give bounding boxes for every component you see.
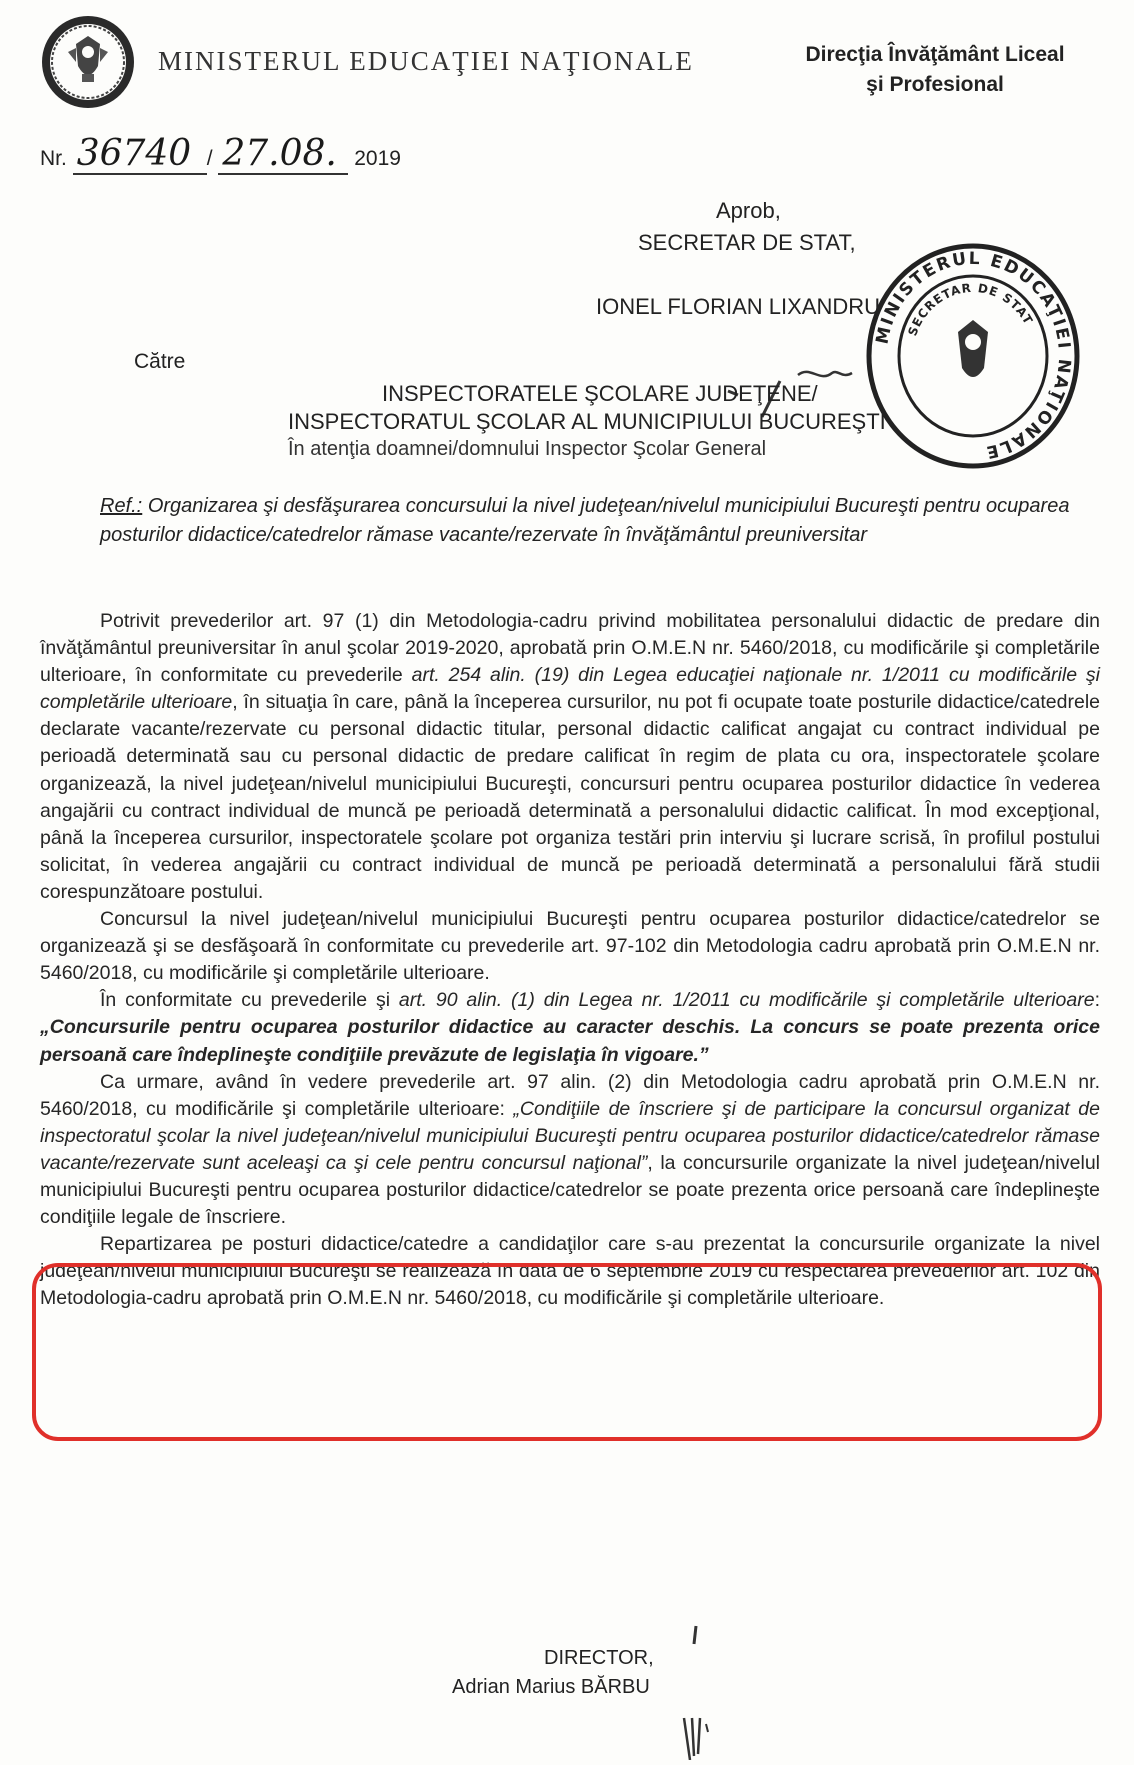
registration-number-value: 36740 bbox=[73, 135, 207, 175]
registration-prefix: Nr. bbox=[40, 147, 67, 170]
paragraph-3-law-reference: art. 90 alin. (1) din Legea nr. 1/2011 cu modificările şi completările ulterioare bbox=[398, 989, 1095, 1012]
letter-body bbox=[40, 608, 1100, 1312]
department-line-2: şi Profesional bbox=[866, 73, 1004, 96]
paragraph-3-text-a: În conformitate cu prevederile şi bbox=[100, 989, 399, 1012]
official-round-stamp-icon bbox=[866, 240, 1080, 472]
registration-separator: / bbox=[206, 147, 213, 170]
recipient-label: Către bbox=[134, 350, 186, 373]
department-line-1: Direcţia Învăţământ Liceal bbox=[805, 43, 1065, 66]
paragraph-4 bbox=[40, 1069, 1100, 1232]
paragraph-4-text-a: Ca urmare, având în vedere prevederile art. 97 alin. (2) din Metodologia cadru aprobată prin O.M.E.N nr. 5460/2018, cu modificările şi completările ulterioare: bbox=[40, 1070, 1100, 1120]
reference-subject bbox=[100, 492, 1085, 550]
registration-date: 27.08. bbox=[218, 135, 348, 175]
paragraph-4-text-c: , la concursurile organizate la nivel judeţean/nivelul municipiului Bucureşti pentru ocuparea posturilor didactice/catedrelor se poate prezenta orice persoană care îndeplineşte condiţiile legale de înscriere. bbox=[40, 1151, 1100, 1229]
paragraph-3 bbox=[40, 987, 1100, 1068]
registration-year: 2019 bbox=[354, 147, 401, 170]
paragraph-2: Concursul la nivel judeţean/nivelul municipiului Bucureşti pentru ocuparea posturilor didactice/catedrelor se organizează şi se desfăşoară în conformitate cu prevederile art. 97-102 din Metodologia cadru aprobată prin O.M.E.N nr. 5460/2018, cu modificările şi completările ulterioare. bbox=[40, 908, 1100, 985]
reference-text: Organizarea şi desfăşurarea concursului la nivel judeţean/nivelul municipiului Bucureşti pentru ocuparea posturilor didactice/catedrelor rămase vacante/rezervate în învăţământul preuniversitar bbox=[100, 495, 1070, 546]
paragraph-1-text-c: , în situaţia în care, până la începerea cursurilor, nu pot fi ocupate toate posturile didactice/catedrele declarate vacante/rezervate cu personal didactic titular, personal didactic calificat angajat cu contract individual pe perioadă determinată sau cu personal didactic de predare calificat în regim de plata cu ora, inspectoratele şcolare organizează, la nivel judeţean/nivelul municipiului Bucureşti, concursuri pentru ocuparea posturilor didactice în vederea angajării cu contract individual de muncă pe perioadă determinată a personalului didactic calificat. În mod excepţional, până la începerea cursurilor, inspectoratele şcolare pot organiza testări prin interviu şi lucrare scrisă, în profilul postului solicitat, în vederea angajării cu contract individual de muncă pe perioadă determinată a personalului fără studii corespunzătoare postului. bbox=[40, 691, 1100, 903]
paragraph-4-quote: „Condiţiile de înscriere şi de participare la concursul organizat de inspectoratul şcolar la nivel judeţean/nivelul municipiului Bucureşti pentru ocuparea posturilor didactice/catedrelor rămase vacante/rezervate sunt aceleaşi ca şi cele pentru concursul naţional” bbox=[40, 1097, 1100, 1174]
director-title: DIRECTOR, bbox=[544, 1647, 654, 1669]
romanian-coat-of-arms-seal-icon bbox=[38, 12, 138, 112]
paragraph-3-quote: „Concursurile pentru ocuparea posturilor didactice au caracter deschis. La concurs se poate prezenta orice persoană care îndeplineşte condiţiile prevăzute de legislaţia în vigoare.” bbox=[40, 1016, 1100, 1066]
highlight-annotation bbox=[32, 1263, 1102, 1441]
recipient-attention: În atenţia doamnei/domnului Inspector Şcolar General bbox=[288, 438, 767, 460]
paragraph-1 bbox=[40, 608, 1100, 906]
registration-number bbox=[40, 135, 401, 175]
svg-text:MINISTERUL EDUCAŢIEI NAŢIONALE: MINISTERUL EDUCAŢIEI NAŢIONALE bbox=[872, 248, 1075, 463]
approver-name: IONEL FLORIAN LIXANDRU bbox=[596, 294, 881, 319]
handwritten-signature-icon bbox=[660, 1620, 730, 1760]
paragraph-3-colon: : bbox=[1094, 989, 1100, 1012]
department-name bbox=[780, 40, 1090, 100]
approval-label: Aprob, bbox=[716, 198, 781, 223]
paragraph-1-law-reference: art. 254 alin. (19) din Legea educaţiei naţionale nr. 1/2011 cu modificările şi completările ulterioare bbox=[40, 664, 1100, 714]
director-name: Adrian Marius BĂRBU bbox=[452, 1676, 650, 1698]
ministry-name: MINISTERUL EDUCAŢIEI NAŢIONALE bbox=[158, 46, 694, 76]
approver-title: SECRETAR DE STAT, bbox=[638, 230, 856, 255]
paragraph-1-text-a: Potrivit prevederilor art. 97 (1) din Metodologia-cadru privind mobilitatea personalului didactic de predare din învăţământul preuniversitar în anul şcolar 2019-2020, aprobată prin O.M.E.N nr. 5460/2018, cu modificările şi completările ulterioare, în conformitate cu prevederile bbox=[40, 610, 1100, 687]
recipient-line-1: INSPECTORATELE ŞCOLARE JUDEŢENE/ bbox=[382, 381, 818, 406]
reference-label: Ref.: bbox=[100, 495, 143, 517]
svg-text:SECRETAR DE STAT: SECRETAR DE STAT bbox=[905, 280, 1036, 338]
paragraph-5: Repartizarea pe posturi didactice/catedre a candidaţilor care s-au prezentat la concursurile organizate la nivel judeţean/nivelul municipiului Bucureşti se realizează în data de 6 septembrie 2019 cu respectarea prevederilor art. 102 din Metodologia-cadru aprobată prin O.M.E.N nr. 5460/2018, cu modificările şi completările ulterioare. bbox=[40, 1233, 1100, 1310]
recipient-line-2: INSPECTORATUL ŞCOLAR AL MUNICIPIULUI BUCUREŞTI bbox=[288, 409, 886, 434]
